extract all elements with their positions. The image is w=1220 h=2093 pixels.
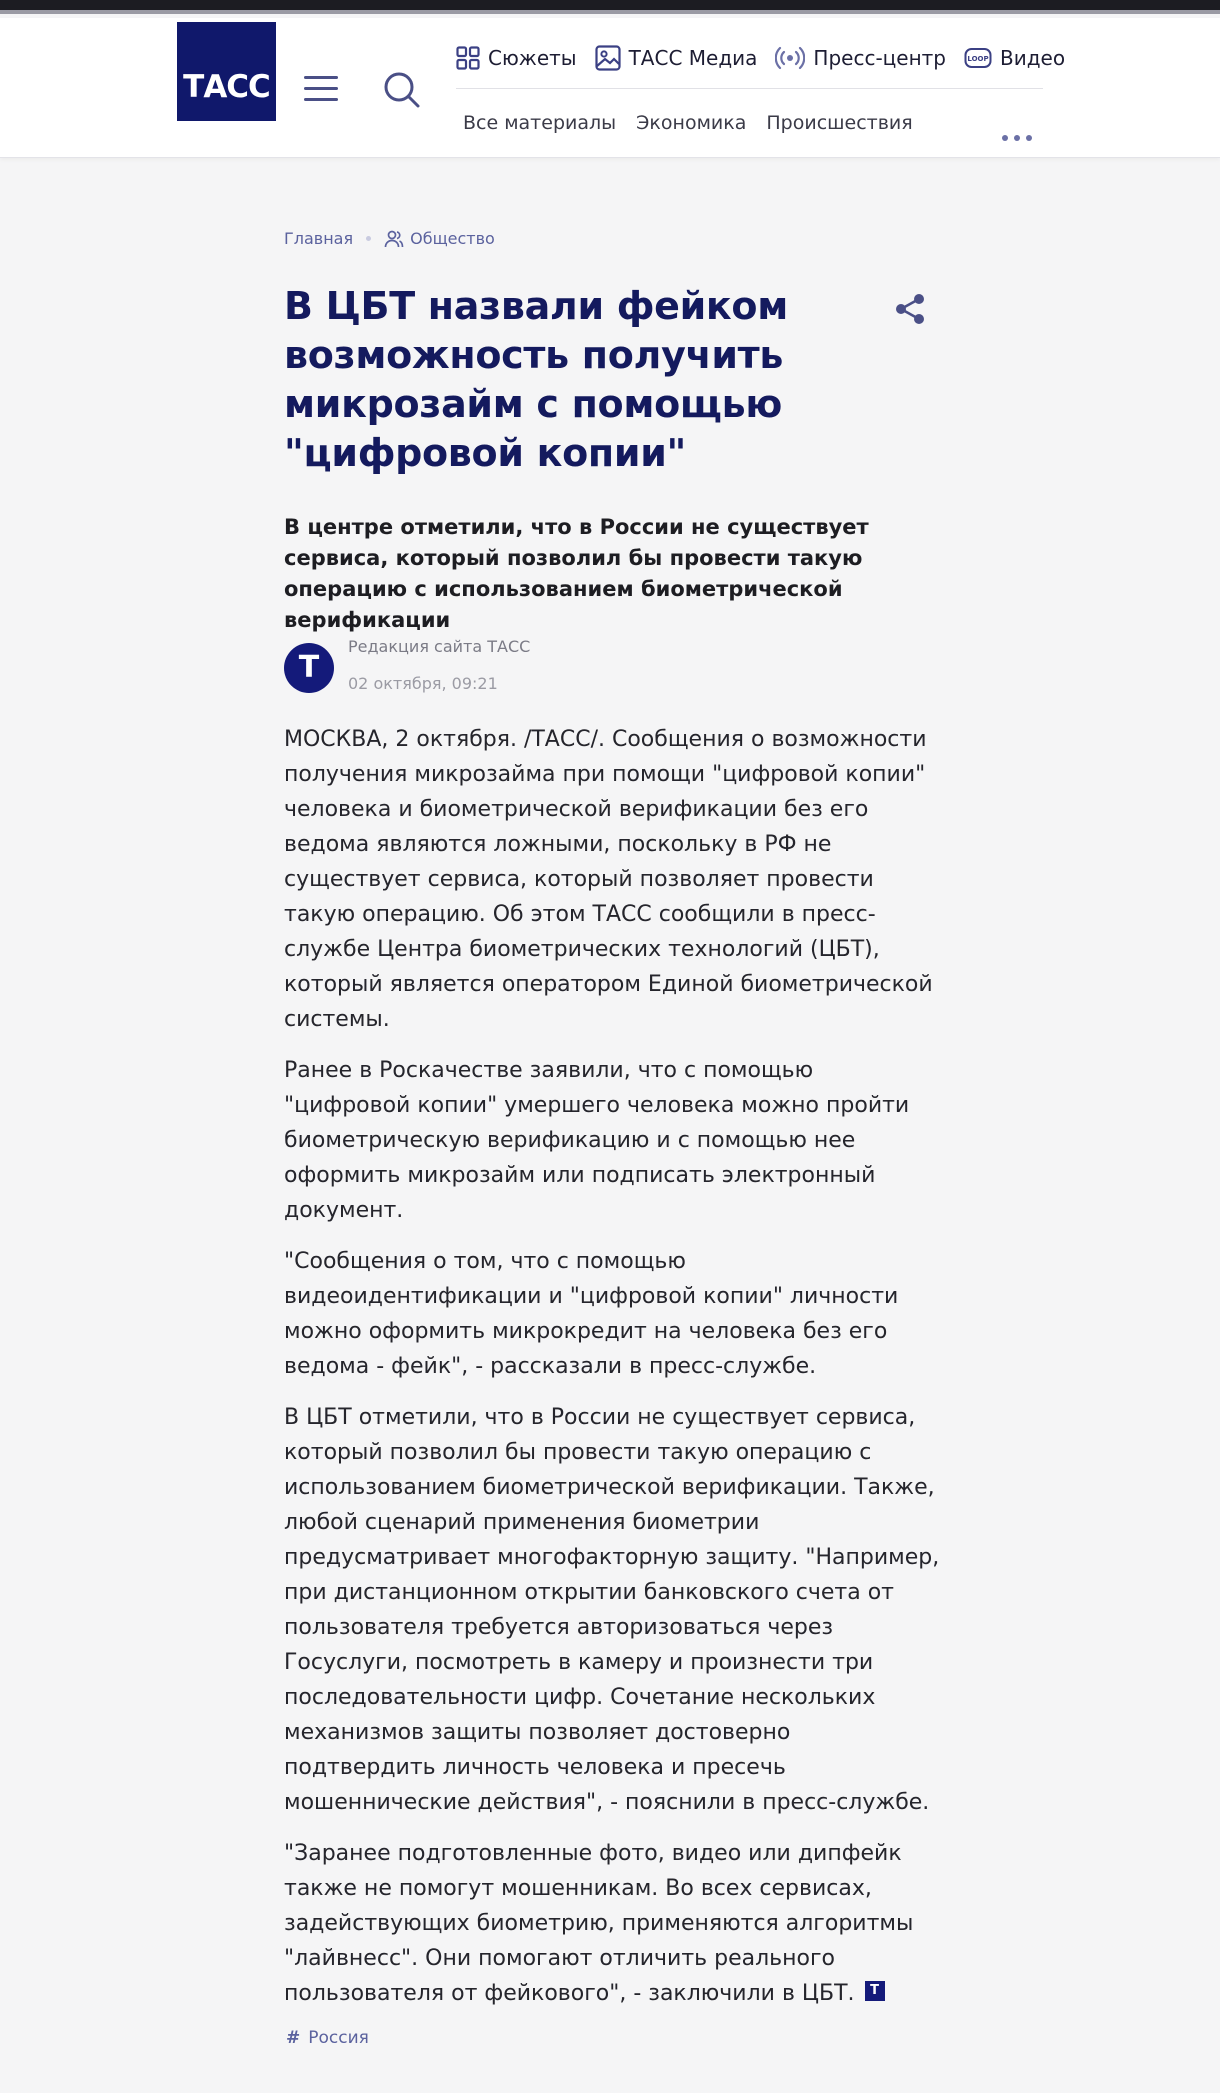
nav-item-press-center[interactable] bbox=[775, 46, 946, 70]
author-avatar[interactable]: Т bbox=[284, 643, 334, 693]
article-paragraph: МОСКВА, 2 октября. /ТАСС/. Сообщения о возможности получения микрозайма при помощи "цифровой копии" человека и биометрической верификации без его ведома являются ложными, поскольку в РФ не существует сервиса, который позволяет провести такую операцию. Об этом ТАСС сообщили в пресс-службе Центра биометрических технологий (ЦБТ), который является оператором Единой биометрической системы. bbox=[284, 727, 933, 1032]
nav-item-syuzhety[interactable] bbox=[456, 46, 577, 70]
loop-icon bbox=[964, 46, 992, 70]
article-lead: В центре отметили, что в России не существует сервиса, который позволил бы провести такую операцию с использованием биометрической верификации bbox=[284, 515, 869, 632]
share-icon[interactable] bbox=[893, 292, 927, 326]
more-icon[interactable] bbox=[1002, 133, 1036, 143]
nav-item-label: Видео bbox=[1000, 46, 1066, 70]
search-icon[interactable] bbox=[382, 70, 422, 110]
tag-link[interactable] bbox=[286, 2028, 369, 2048]
grid-icon bbox=[456, 46, 480, 70]
logo-text: ТАСС bbox=[183, 69, 270, 105]
article-body bbox=[284, 722, 944, 2027]
hashtag-icon: # bbox=[286, 2028, 301, 2048]
tass-logo[interactable] bbox=[177, 22, 276, 121]
article-paragraph: "Заранее подготовленные фото, видео или дипфейк также не помогут мошенникам. Во всех сервисах, задействующих биометрию, применяются алгоритмы "лайвнесс". Они помогают отличить реального пользователя от фейкового", - заключили в ЦБТ. bbox=[284, 1841, 914, 2006]
people-icon bbox=[384, 230, 404, 248]
nav-link-all[interactable]: Все материалы bbox=[463, 112, 617, 134]
image-icon bbox=[595, 45, 621, 71]
browser-top-strip bbox=[0, 0, 1220, 14]
article-paragraph-last bbox=[284, 1836, 944, 2011]
breadcrumb-home[interactable]: Главная bbox=[284, 229, 354, 248]
nav-divider bbox=[456, 88, 1043, 89]
nav-item-label: ТАСС Медиа bbox=[628, 46, 758, 70]
tag-label: Россия bbox=[308, 2028, 369, 2048]
nav-item-label: Сюжеты bbox=[488, 46, 577, 70]
nav-bottom bbox=[463, 112, 913, 134]
article-title: В ЦБТ назвали фейком возможность получить микрозайм с помощью "цифровой копии" bbox=[284, 284, 788, 475]
breadcrumb-category[interactable] bbox=[384, 229, 495, 248]
publish-date: 02 октября, 09:21 bbox=[348, 674, 498, 693]
article-paragraph: Ранее в Роскачестве заявили, что с помощью "цифровой копии" умершего человека можно пройти биометрическую верификацию и с помощью нее оформить микрозайм или подписать электронный документ. bbox=[284, 1058, 910, 1223]
nav-link-economy[interactable]: Экономика bbox=[636, 112, 747, 134]
author-block bbox=[284, 637, 531, 695]
nav-top bbox=[456, 38, 1083, 78]
svg-text:LOOP: LOOP bbox=[967, 55, 989, 63]
nav-item-tass-media[interactable] bbox=[595, 45, 758, 71]
article-paragraph: В ЦБТ отметили, что в России не существует сервиса, который позволил бы провести такую операцию с использованием биометрической верификации. Также, любой сценарий применения биометрии предусматривает многофакторную защиту. "Например, при дистанционном открытии банковского счета от пользователя требуется авторизоваться через Госуслуги, посмотреть в камеру и произнести три последовательности цифр. Сочетание нескольких механизмов защиты позволяет достоверно подтвердить личность человека и пресечь мошеннические действия", - пояснили в пресс-службе. bbox=[284, 1405, 940, 1815]
author-name[interactable]: Редакция сайта ТАСС bbox=[348, 637, 531, 656]
article-paragraph: "Сообщения о том, что с помощью видеоидентификации и "цифровой копии" личности можно оформить микрокредит на человека без его ведома - фейк", - рассказали в пресс-службе. bbox=[284, 1249, 899, 1379]
breadcrumb-separator bbox=[366, 236, 371, 241]
nav-item-video[interactable] bbox=[964, 46, 1065, 70]
breadcrumb-category-label: Общество bbox=[410, 229, 495, 248]
site-header bbox=[0, 18, 1220, 158]
tass-end-mark: Т bbox=[865, 1981, 885, 2001]
nav-link-incidents[interactable]: Происшествия bbox=[766, 112, 913, 134]
breadcrumb bbox=[284, 229, 495, 248]
broadcast-icon bbox=[775, 46, 805, 70]
menu-icon[interactable] bbox=[304, 76, 338, 102]
nav-item-label: Пресс-центр bbox=[813, 46, 946, 70]
